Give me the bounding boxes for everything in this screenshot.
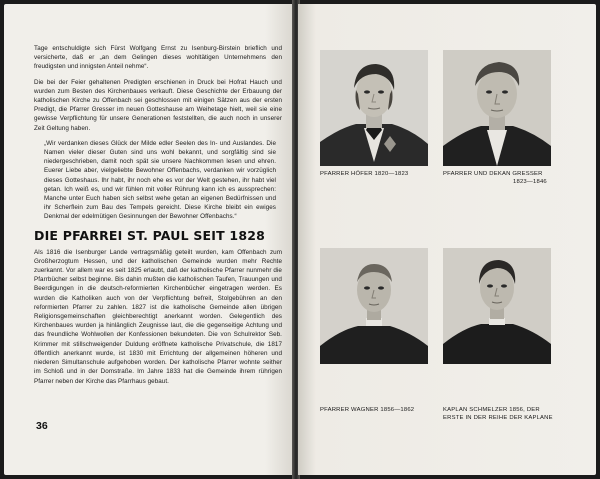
portrait-caption: KAPLAN SCHMELZER 1856, DER ERSTE IN DER REIHE DER KAPLANE xyxy=(443,407,553,421)
left-page-text xyxy=(34,44,282,392)
right-page xyxy=(298,4,596,475)
portrait-caption: PFARRER UND DEKAN GRESSER 1823—1846 xyxy=(443,171,547,185)
portrait-hoefer xyxy=(320,50,428,166)
left-page xyxy=(4,4,294,475)
quotation-paragraph: „Wir verdanken dieses Glück der Milde edler Seelen des In- und Auslandes. Die Namen vieler dieser Guten sind uns wohl bekannt, und sorgfältig sind sie niedergeschrieben, damit noch spät sie unsere Nachkommen lesen und ehren. Euerer Liebe aber, vielgeliebte Bewohner Offenbachs, verdanken wir vorzüglich dieses Gotteshaus. Ihr habt, ihr noch ehe es vor der Welt gestehen, ihr habt viel getan. Ich weiß es, und wir fühlen mit voller Rührung kann ich es aussprechen: Manche unter Euch haben sich selbst wehe getan an eigenen Bedürfnissen und ihr Scherflein zum Bau des Tempels gereicht. Diese Kirche bleibt ein ewiges Denkmal der edelmütigen Gesinnungen der Bewohner Offenbachs.“ xyxy=(44,139,276,221)
section-paragraph: Als 1816 die Isenburger Lande vertragsmäßig geteilt wurden, kam Offenbach zum Großherzogtum Hessen, und der katholischen Gemeinde wurden mehr Rechte zuerkannt. Vor allem war es seit 1825 erlaubt, daß der katholische Pfarrer nunmehr die Pfarrbücher selbst beginne. Bis dahin mußten die katholischen Taufen, Trauungen und Beerdigungen in die deutsch-reformierten Kirchenbücher eingetragen werden. Es wurden die Katholiken auch von der Verpflichtung befreit, Stolgebühren an den reformierten Pfarrer zu zahlen. 1827 ist die katholische Gemeinde allen übrigen Religionsgemeinschaften gleichberechtigt anerkannt worden. Gelegentlich des Kirchenbaues wurden ja hinlänglich Zeugnisse laut, die die gegenseitige Achtung und das freundliche Wohlwollen der Konfessionen bekundeten. Die von Schulrektor Seb. Krimmer mit stillschweigender Duldung eröffnete katholische Privatschule, die 1817 öffentlich anerkannt wurde, ist 1830 mit Errichtung der allgemeinen höheren und niederen Simultanschule aufgehoben worden. Der katholische Pfarrer wohnte seither im Schloß und in der Domstraße. Im Jahre 1833 hat die Gemeinde ihrem rührigen Pfarrer neben der Kirche das Pfarrhaus gebaut. xyxy=(34,248,282,385)
section-heading: DIE PFARREI ST. PAUL SEIT 1828 xyxy=(34,227,266,243)
portrait-schmelzer xyxy=(443,248,551,364)
portrait-wagner xyxy=(320,248,428,364)
portrait-gresser xyxy=(443,50,551,166)
portrait-caption: PFARRER HÖFER 1820—1823 xyxy=(320,171,409,177)
paragraph: Tage entschuldigte sich Fürst Wolfgang Ernst zu Isenburg-Birstein brieflich und versicherte, daß er „an dem Gelingen dieses wohltätigen Unternehmens den freudigsten und innigsten Anteil nehme“. xyxy=(34,45,282,71)
page-number: 36 xyxy=(36,420,48,432)
paragraph: Die bei der Feier gehaltenen Predigten erschienen in Druck bei Hofrat Hauch und wurden zum Besten des Kirchenbaues verkauft. Diese Geschichte der Erbauung der katholischen Kirche zu Offenbach sei geschlossen mit einigen Sätzen aus der ersten Predigt, die Pfarrer Gresser im neuen Gotteshause am Weihetage hielt, weil sie eine gewisse Verpflichtung für unsere Generationen feststellten, die auch noch in unserer Zeit Geltung haben. xyxy=(34,78,282,132)
portrait-caption: PFARRER WAGNER 1856—1862 xyxy=(320,407,415,413)
